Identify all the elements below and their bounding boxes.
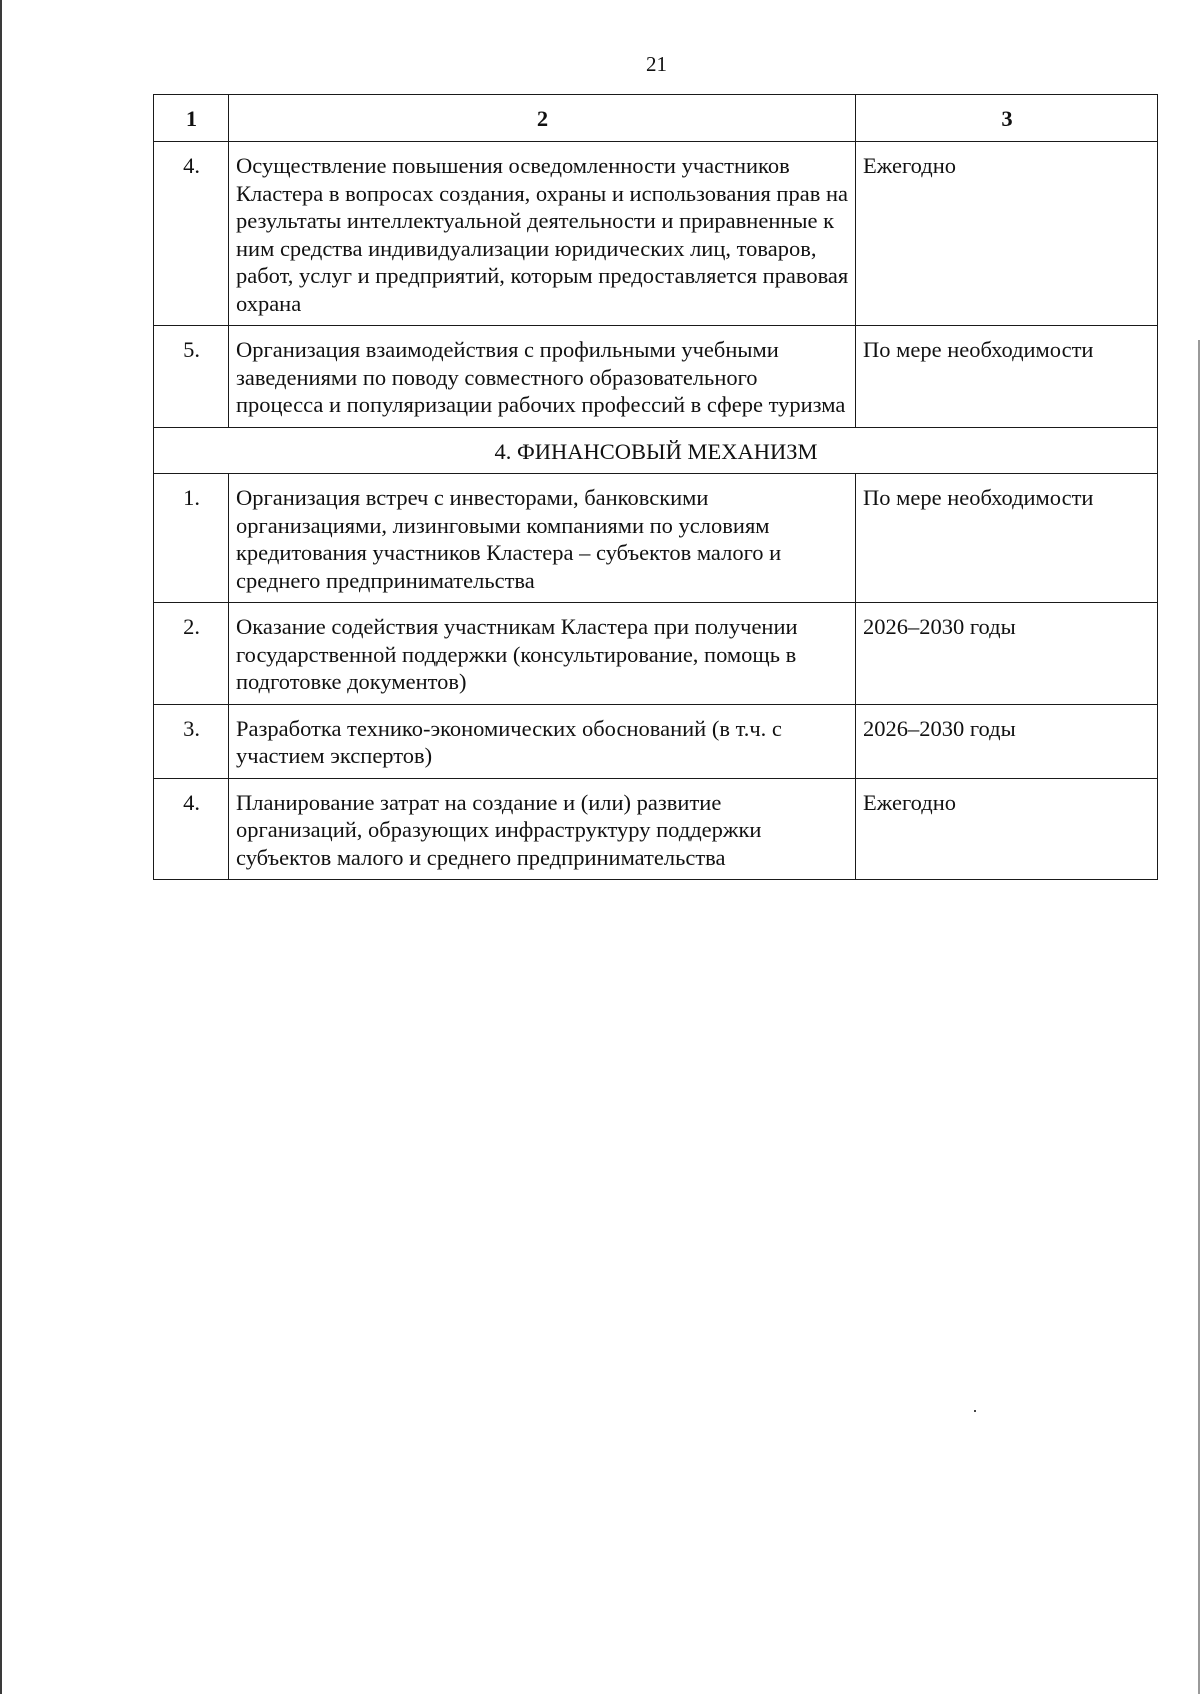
row-number: 4. [154, 778, 229, 880]
row-activity: Организация встреч с инвесторами, банковскими организациями, лизинговыми компаниями по условиям кредитования участников Кластера – субъектов малого и среднего предпринимательства [229, 474, 856, 603]
table-row [154, 704, 1158, 778]
activity-table [153, 94, 1158, 880]
row-number: 3. [154, 704, 229, 778]
row-term: Ежегодно [856, 142, 1158, 326]
page-number: 21 [646, 52, 667, 76]
row-number: 5. [154, 326, 229, 428]
row-activity: Осуществление повышения осведомленности участников Кластера в вопросах создания, охраны и использования прав на результаты интеллектуальной деятельности и приравненные к ним средства индивидуализации юридических лиц, товаров, работ, услуг и предприятий, которым предоставляется правовая охрана [229, 142, 856, 326]
column-header-3: 3 [856, 95, 1158, 142]
row-activity: Планирование затрат на создание и (или) развитие организаций, образующих инфраструктуру поддержки субъектов малого и среднего предпринимательства [229, 778, 856, 880]
row-term: Ежегодно [856, 778, 1158, 880]
row-activity: Разработка технико-экономических обоснований (в т.ч. с участием экспертов) [229, 704, 856, 778]
row-term: 2026–2030 годы [856, 603, 1158, 705]
table-row [154, 326, 1158, 428]
row-number: 1. [154, 474, 229, 603]
row-activity: Организация взаимодействия с профильными учебными заведениями по поводу совместного образовательного процесса и популяризации рабочих профессий в сфере туризма [229, 326, 856, 428]
scan-speck [974, 1410, 976, 1412]
row-number: 4. [154, 142, 229, 326]
row-number: 2. [154, 603, 229, 705]
table-row [154, 603, 1158, 705]
row-term: По мере необходимости [856, 474, 1158, 603]
section-title: 4. ФИНАНСОВЫЙ МЕХАНИЗМ [154, 427, 1158, 474]
table-row [154, 142, 1158, 326]
table-row [154, 474, 1158, 603]
column-header-1: 1 [154, 95, 229, 142]
table-row [154, 778, 1158, 880]
table-header-row [154, 95, 1158, 142]
section-row [154, 427, 1158, 474]
row-activity: Оказание содействия участникам Кластера при получении государственной поддержки (консультирование, помощь в подготовке документов) [229, 603, 856, 705]
row-term: 2026–2030 годы [856, 704, 1158, 778]
row-term: По мере необходимости [856, 326, 1158, 428]
scan-edge-left [0, 0, 2, 1694]
column-header-2: 2 [229, 95, 856, 142]
